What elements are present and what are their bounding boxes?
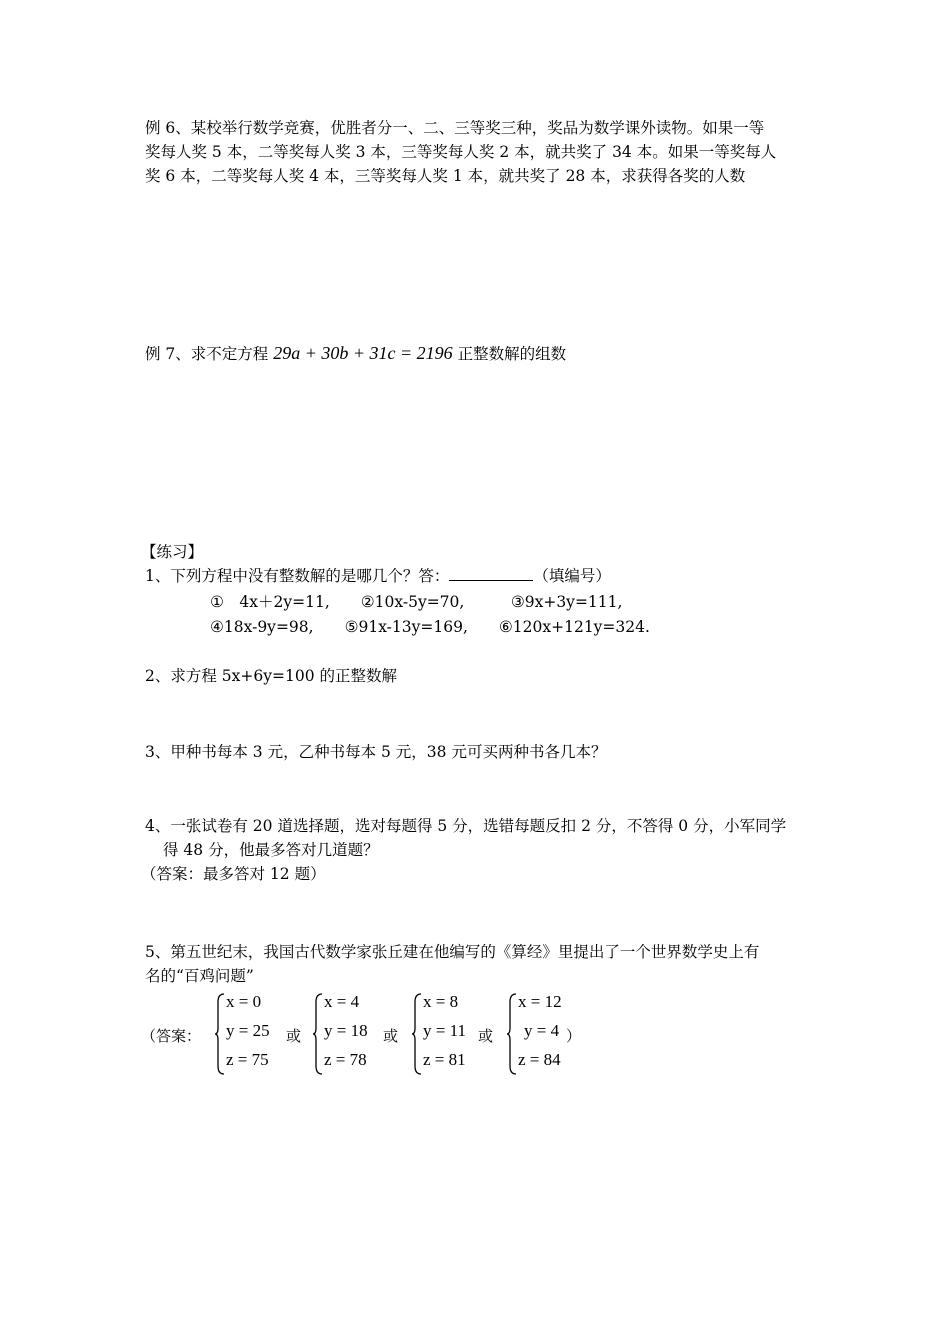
question-5-answer-prefix: （答案： <box>141 1027 202 1045</box>
example-7-equation: 29a + 30b + 31c = 2196 <box>273 343 453 363</box>
solution-1-z: z = 75 <box>226 1050 269 1069</box>
example-6 <box>145 116 776 188</box>
solution-3-y: y = 11 <box>423 1021 466 1040</box>
question-2: 2、求方程 5x+6y=100 的正整数解 <box>145 667 397 685</box>
solution-3-z: z = 81 <box>423 1050 466 1069</box>
question-3: 3、甲种书每本 3 元，乙种书每本 5 元，38 元可买两种书各几本？ <box>145 743 607 761</box>
example-6-line-2: 奖每人奖 5 本，二等奖每人奖 3 本，三等奖每人奖 2 本，就共奖了 34 本。如果一等奖每人 <box>145 143 777 161</box>
question-5-line-1: 5、第五世纪末，我国古代数学家张丘建在他编写的《算经》里提出了一个世界数学史上有 <box>145 943 760 961</box>
brace-icon <box>214 992 226 1076</box>
question-4-answer: （答案：最多答对 12 题） <box>141 865 326 883</box>
solution-system-1 <box>214 992 294 1076</box>
example-6-line-1: 例 6、某校举行数学竞赛，优胜者分一、二、三等奖三种，奖品为数学课外读物。如果一等 <box>145 119 765 137</box>
question-5-answer-suffix: ） <box>566 1027 582 1045</box>
practice-heading: 【练习】 <box>141 543 204 561</box>
brace-icon <box>312 992 324 1076</box>
solution-2-x: x = 4 <box>324 992 360 1011</box>
or-separator-1: 或 <box>286 1027 302 1045</box>
solution-3-x: x = 8 <box>423 992 459 1011</box>
brace-icon <box>506 992 518 1076</box>
question-1-text: 1、下列方程中没有整数解的是哪几个？答： <box>145 567 450 585</box>
solution-system-2 <box>312 992 392 1076</box>
example-6-line-3: 奖 6 本，二等奖每人奖 4 本，三等奖每人奖 1 本，就共奖了 28 本，求获得各奖的人数 <box>145 167 746 185</box>
or-separator-2: 或 <box>383 1027 399 1045</box>
example-7 <box>145 341 566 366</box>
question-1-equations-row-1: ① 4x＋2y=11, ②10x-5y=70, ③9x+3y=111, <box>210 593 623 611</box>
example-7-prefix: 例 7、求不定方程 <box>145 345 269 363</box>
solution-4-x: x = 12 <box>518 992 562 1011</box>
question-1 <box>145 564 611 588</box>
solution-4-z: z = 84 <box>518 1050 561 1069</box>
solution-2-z: z = 78 <box>324 1050 367 1069</box>
solution-2-y: y = 18 <box>324 1021 368 1040</box>
solution-1-y: y = 25 <box>226 1021 270 1040</box>
question-4-line-1: 4、一张试卷有 20 道选择题，选对每题得 5 分，选错每题反扣 2 分，不答得 0 分，小军同学 <box>145 817 787 835</box>
question-4-line-2: 得 48 分，他最多答对几道题？ <box>163 841 379 859</box>
brace-icon <box>411 992 423 1076</box>
example-7-suffix: 正整数解的组数 <box>457 345 567 363</box>
answer-blank[interactable] <box>449 565 533 581</box>
solution-4-y: y = 4 <box>524 1021 560 1040</box>
or-separator-3: 或 <box>478 1027 494 1045</box>
question-1-suffix: （填编号） <box>533 567 611 585</box>
question-5-line-2: 名的“百鸡问题” <box>145 967 254 985</box>
solution-1-x: x = 0 <box>226 992 262 1011</box>
question-1-equations-row-2: ④18x-9y=98, ⑤91x-13y=169, ⑥120x+121y=324. <box>210 618 650 636</box>
